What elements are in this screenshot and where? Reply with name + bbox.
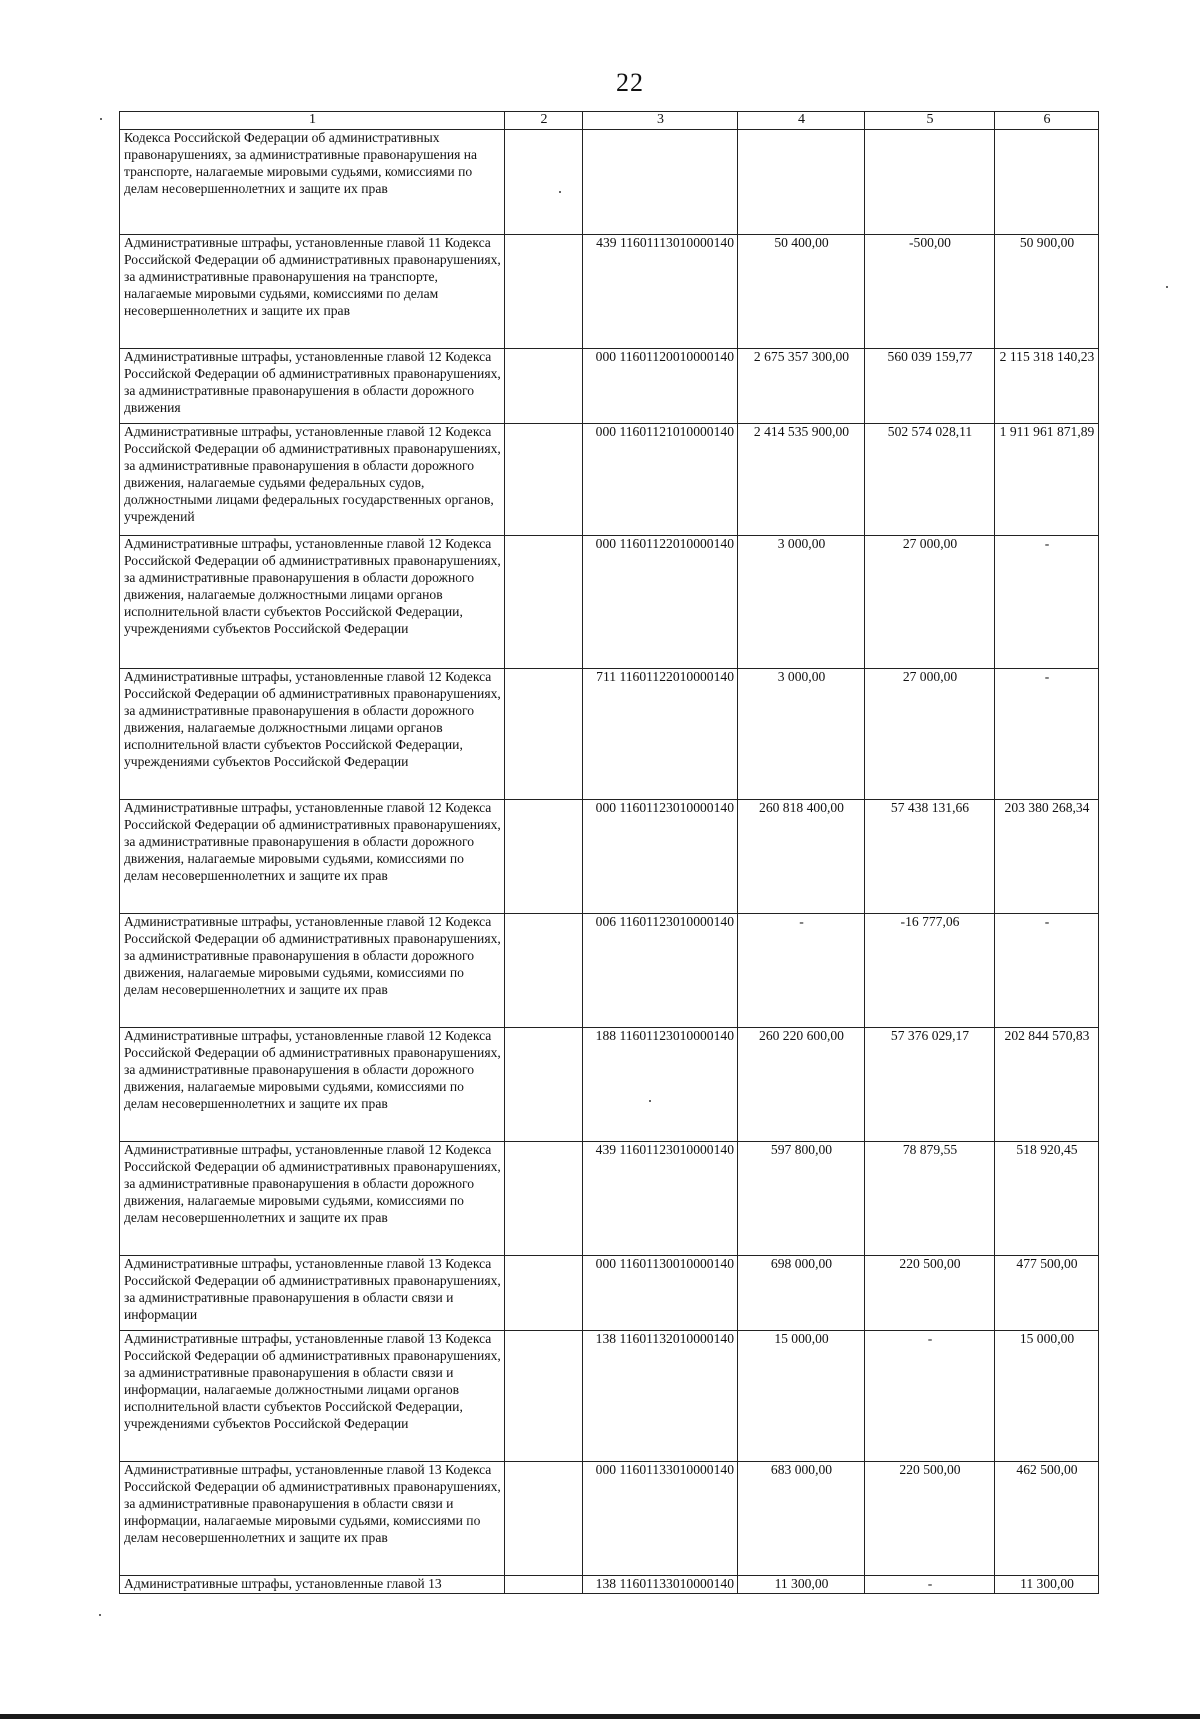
- row-name: Административные штрафы, установленные главой 12 Кодекса Российской Федерации об административных правонарушениях, за административные правонарушения в области дорожного движения, налагаемые мировыми судьями, комиссиями по делам несовершеннолетних и защите их прав: [120, 1142, 505, 1256]
- table-row: [120, 1462, 1099, 1576]
- header-row: [120, 112, 1099, 130]
- table-row: [120, 1028, 1099, 1142]
- table-header: [120, 112, 1099, 130]
- scan-speck: [1166, 286, 1168, 288]
- row-name: Административные штрафы, установленные главой 13 Кодекса Российской Федерации об административных правонарушениях, за административные правонарушения в области связи и информации: [120, 1256, 505, 1331]
- row-remaining: -: [995, 669, 1099, 800]
- row-executed: 27 000,00: [865, 669, 995, 800]
- row-col2: [505, 1256, 583, 1331]
- row-remaining: 518 920,45: [995, 1142, 1099, 1256]
- header-col-4: 4: [738, 112, 865, 130]
- table-row: [120, 800, 1099, 914]
- table-row: [120, 669, 1099, 800]
- row-plan: 597 800,00: [738, 1142, 865, 1256]
- row-plan: 260 220 600,00: [738, 1028, 865, 1142]
- row-plan: 260 818 400,00: [738, 800, 865, 914]
- row-name: Административные штрафы, установленные главой 11 Кодекса Российской Федерации об административных правонарушениях, за административные правонарушения на транспорте, налагаемые мировыми судьями, комиссиями по делам несовершеннолетних и защите их прав: [120, 235, 505, 349]
- row-plan: 3 000,00: [738, 536, 865, 669]
- row-code: 439 11601123010000140: [583, 1142, 738, 1256]
- row-name: Кодекса Российской Федерации об административных правонарушениях, за административные правонарушения на транспорте, налагаемые мировыми судьями, комиссиями по делам несовершеннолетних и защите их прав: [120, 130, 505, 235]
- row-col2: [505, 1331, 583, 1462]
- row-name: Административные штрафы, установленные главой 12 Кодекса Российской Федерации об административных правонарушениях, за административные правонарушения в области дорожного движения: [120, 349, 505, 424]
- table-row: [120, 424, 1099, 536]
- row-plan: 50 400,00: [738, 235, 865, 349]
- row-executed: 57 438 131,66: [865, 800, 995, 914]
- row-executed: -16 777,06: [865, 914, 995, 1028]
- revenue-table: [119, 111, 1099, 1594]
- row-col2: [505, 130, 583, 235]
- row-code: 138 11601132010000140: [583, 1331, 738, 1462]
- header-col-2: 2: [505, 112, 583, 130]
- table-row: [120, 914, 1099, 1028]
- row-executed: -: [865, 1331, 995, 1462]
- row-plan: 2 675 357 300,00: [738, 349, 865, 424]
- row-executed: 27 000,00: [865, 536, 995, 669]
- header-col-1: 1: [120, 112, 505, 130]
- row-executed: 502 574 028,11: [865, 424, 995, 536]
- row-col2: [505, 1576, 583, 1594]
- scan-speck: [649, 1100, 651, 1102]
- row-name: Административные штрафы, установленные главой 13 Кодекса Российской Федерации об административных правонарушениях, за административные правонарушения в области связи и информации, налагаемые мировыми судьями, комиссиями по делам несовершеннолетних и защите их прав: [120, 1462, 505, 1576]
- row-col2: [505, 1028, 583, 1142]
- row-plan: 11 300,00: [738, 1576, 865, 1594]
- row-name: Административные штрафы, установленные главой 12 Кодекса Российской Федерации об административных правонарушениях, за административные правонарушения в области дорожного движения, налагаемые судьями федеральных судов, должностными лицами федеральных государственных органов, учреждений: [120, 424, 505, 536]
- header-col-3: 3: [583, 112, 738, 130]
- row-executed: -500,00: [865, 235, 995, 349]
- table-row: [120, 1576, 1099, 1594]
- row-code: 000 11601122010000140: [583, 536, 738, 669]
- row-name: Административные штрафы, установленные главой 12 Кодекса Российской Федерации об административных правонарушениях, за административные правонарушения в области дорожного движения, налагаемые мировыми судьями, комиссиями по делам несовершеннолетних и защите их прав: [120, 800, 505, 914]
- row-plan: [738, 130, 865, 235]
- row-plan: 15 000,00: [738, 1331, 865, 1462]
- row-code: [583, 130, 738, 235]
- row-executed: -: [865, 1576, 995, 1594]
- row-executed: 57 376 029,17: [865, 1028, 995, 1142]
- row-code: 711 11601122010000140: [583, 669, 738, 800]
- row-name: Административные штрафы, установленные главой 13 Кодекса Российской Федерации об административных правонарушениях, за административные правонарушения в области связи и информации, налагаемые должностными лицами органов исполнительной власти субъектов Российской Федерации, учреждениями субъектов Российской Федерации: [120, 1331, 505, 1462]
- row-remaining: 462 500,00: [995, 1462, 1099, 1576]
- table-body: [120, 130, 1099, 1594]
- row-remaining: 2 115 318 140,23: [995, 349, 1099, 424]
- scan-speck: [100, 118, 102, 120]
- row-code: 138 11601133010000140: [583, 1576, 738, 1594]
- row-executed: [865, 130, 995, 235]
- row-plan: 2 414 535 900,00: [738, 424, 865, 536]
- row-name: Административные штрафы, установленные главой 12 Кодекса Российской Федерации об административных правонарушениях, за административные правонарушения в области дорожного движения, налагаемые мировыми судьями, комиссиями по делам несовершеннолетних и защите их прав: [120, 1028, 505, 1142]
- table-row: [120, 349, 1099, 424]
- row-col2: [505, 1142, 583, 1256]
- scan-bottom-edge: [0, 1714, 1200, 1719]
- row-name: Административные штрафы, установленные главой 12 Кодекса Российской Федерации об административных правонарушениях, за административные правонарушения в области дорожного движения, налагаемые должностными лицами органов исполнительной власти субъектов Российской Федерации, учреждениями субъектов Российской Федерации: [120, 669, 505, 800]
- row-code: 000 11601123010000140: [583, 800, 738, 914]
- row-plan: 698 000,00: [738, 1256, 865, 1331]
- row-code: 006 11601123010000140: [583, 914, 738, 1028]
- header-col-5: 5: [865, 112, 995, 130]
- row-col2: [505, 424, 583, 536]
- row-remaining: 477 500,00: [995, 1256, 1099, 1331]
- row-remaining: 15 000,00: [995, 1331, 1099, 1462]
- row-plan: -: [738, 914, 865, 1028]
- row-code: 000 11601133010000140: [583, 1462, 738, 1576]
- table-row: [120, 536, 1099, 669]
- header-col-6: 6: [995, 112, 1099, 130]
- table-row: [120, 1142, 1099, 1256]
- row-plan: 683 000,00: [738, 1462, 865, 1576]
- row-col2: [505, 536, 583, 669]
- row-remaining: -: [995, 914, 1099, 1028]
- table-row: [120, 235, 1099, 349]
- row-executed: 78 879,55: [865, 1142, 995, 1256]
- row-remaining: 1 911 961 871,89: [995, 424, 1099, 536]
- row-code: 000 11601121010000140: [583, 424, 738, 536]
- row-plan: 3 000,00: [738, 669, 865, 800]
- row-col2: [505, 349, 583, 424]
- table-row: [120, 1331, 1099, 1462]
- row-col2: [505, 669, 583, 800]
- row-col2: [505, 235, 583, 349]
- row-name: Административные штрафы, установленные главой 12 Кодекса Российской Федерации об административных правонарушениях, за административные правонарушения в области дорожного движения, налагаемые мировыми судьями, комиссиями по делам несовершеннолетних и защите их прав: [120, 914, 505, 1028]
- table-row: [120, 130, 1099, 235]
- page-number: 22: [616, 68, 644, 97]
- scan-speck: [99, 1614, 101, 1616]
- row-remaining: 11 300,00: [995, 1576, 1099, 1594]
- scan-speck: [559, 191, 561, 193]
- row-name: Административные штрафы, установленные главой 12 Кодекса Российской Федерации об административных правонарушениях, за административные правонарушения в области дорожного движения, налагаемые должностными лицами органов исполнительной власти субъектов Российской Федерации, учреждениями субъектов Российской Федерации: [120, 536, 505, 669]
- table-row: [120, 1256, 1099, 1331]
- row-code: 000 11601120010000140: [583, 349, 738, 424]
- row-name: Административные штрафы, установленные главой 13: [120, 1576, 505, 1594]
- row-col2: [505, 914, 583, 1028]
- row-code: 000 11601130010000140: [583, 1256, 738, 1331]
- row-remaining: 50 900,00: [995, 235, 1099, 349]
- row-col2: [505, 1462, 583, 1576]
- row-executed: 560 039 159,77: [865, 349, 995, 424]
- row-remaining: [995, 130, 1099, 235]
- row-remaining: 202 844 570,83: [995, 1028, 1099, 1142]
- row-executed: 220 500,00: [865, 1462, 995, 1576]
- row-remaining: 203 380 268,34: [995, 800, 1099, 914]
- row-remaining: -: [995, 536, 1099, 669]
- row-code: 188 11601123010000140: [583, 1028, 738, 1142]
- row-executed: 220 500,00: [865, 1256, 995, 1331]
- row-col2: [505, 800, 583, 914]
- row-code: 439 11601113010000140: [583, 235, 738, 349]
